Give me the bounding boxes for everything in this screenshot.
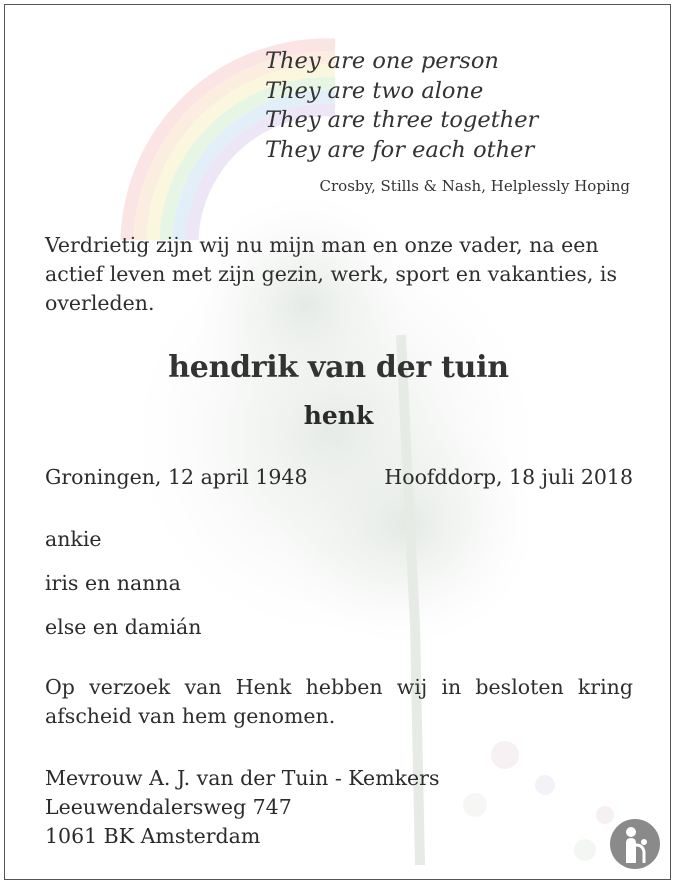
poem-line: They are one person <box>265 48 499 74</box>
birth-date: Groningen, 12 april 1948 <box>45 465 308 489</box>
flowers-icon <box>463 741 614 861</box>
closing-text <box>45 673 633 731</box>
poem-line: They are two alone <box>265 77 484 104</box>
notice-frame <box>4 4 671 880</box>
deceased-nickname: henk <box>303 401 374 430</box>
family-member: else en damián <box>45 615 202 639</box>
dates-row <box>45 465 633 489</box>
poem-line: They are three together <box>265 107 539 133</box>
poem-credit: Crosby, Stills & Nash, Helplessly Hoping <box>319 177 630 195</box>
intro-line: actief leven met zijn gezin, werk, sport en vakanties, is <box>45 262 617 286</box>
intro-line: Verdrietig zijn wij nu mijn man en onze vader, na een <box>45 233 599 257</box>
family-member: iris en nanna <box>45 571 181 595</box>
closing-line: Op verzoek van Henk hebben wij in besloten kring <box>45 675 633 699</box>
address-street: Leeuwendalersweg 747 <box>45 795 292 819</box>
death-date: Hoofddorp, 18 juli 2018 <box>384 465 633 489</box>
address-city: 1061 BK Amsterdam <box>45 824 261 848</box>
address-name: Mevrouw A. J. van der Tuin - Kemkers <box>45 766 440 790</box>
publisher-logo-icon[interactable] <box>610 819 660 869</box>
intro-text <box>45 231 633 318</box>
address-block <box>45 764 440 851</box>
closing-line: afscheid van hem genomen. <box>45 704 336 728</box>
poem <box>265 47 538 165</box>
family-member: ankie <box>45 527 102 551</box>
deceased-name: hendrik van der tuin <box>168 350 509 385</box>
poem-line: They are for each other <box>265 136 535 163</box>
intro-line: overleden. <box>45 291 155 315</box>
